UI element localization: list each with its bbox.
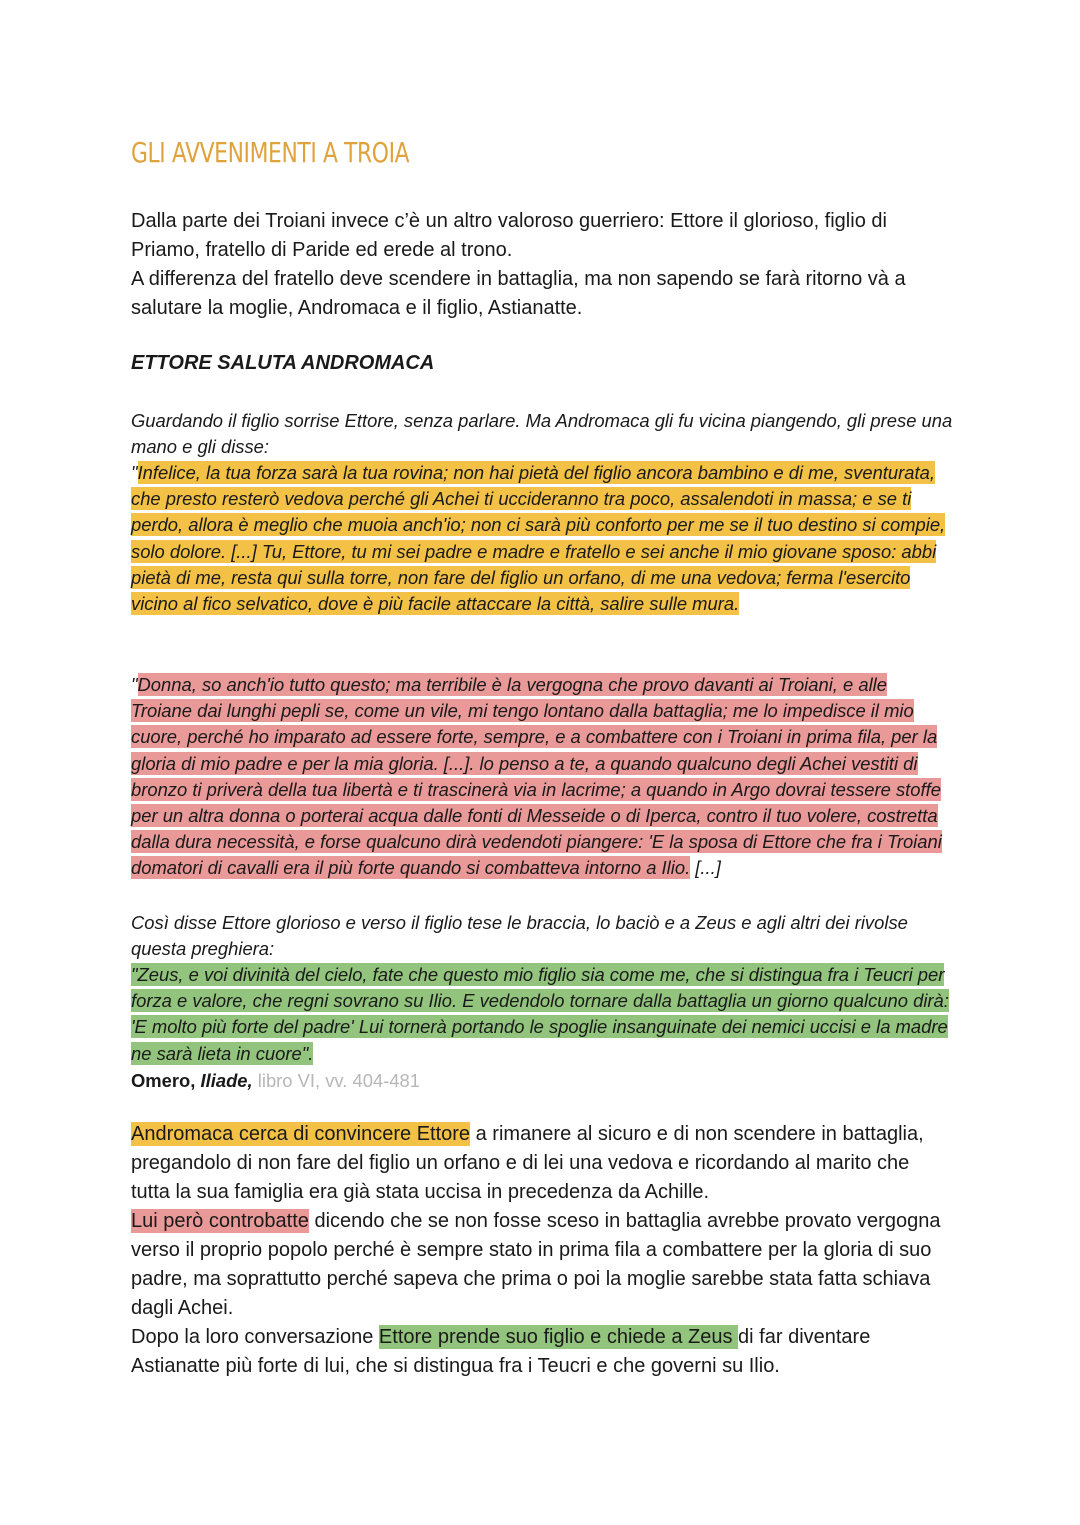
passage-narration: Così disse Ettore glorioso e verso il figlio tese le braccia, lo baciò e a Zeus e agli altri dei rivolse questa preghiera: (131, 912, 908, 960)
citation (131, 1068, 420, 1094)
summary-text-3: Dopo la loro conversazione (131, 1326, 379, 1348)
summary-text-2: dicendo che se non fosse sceso in battaglia avrebbe provato vergogna verso il proprio popolo perché è sempre stato in prima fila a combattere per la gloria di suo padre, ma soprattutto perché sapeva che prima o poi la moglie sarebbe stata fatta schiava dagli Achei. (131, 1210, 941, 1319)
intro-text-2: A differenza del fratello deve scendere in battaglia, ma non sapendo se farà ritorno và a salutare la moglie, Andromaca e il figlio, Astianatte. (131, 268, 906, 319)
ettore-open-quote: " (131, 674, 138, 695)
ettore-speech-highlight: Donna, so anch'io tutto questo; ma terribile è la vergogna che provo davanti ai Troiani, e alle Troiane dai lunghi pepli se, come un vile, mi tengo lontano dalla battaglia; me lo impedisce il mio cuore, perché ho imparato ad essere forte, sempre, e a combattere con i Troiani in prima fila, per la gloria di mio padre e per la mia gloria. [...]. lo penso a te, a quando qualcuno degli Achei vestiti di bronzo ti priverà della tua libertà e ti trascinerà via in lacrime; a quando in Argo dovrai tessere stoffe per un altra donna o porterai acqua dalle fonti di Messeide o di Iperca, contro il tuo volere, costretta dalla dura necessità, e forse qualcuno dirà vedendoti piangere: 'E la sposa di Ettore che fra i Troiani domatori di cavalli era il più forte quando si combatteva intorno a Ilio. (131, 674, 942, 879)
page-title: GLI AVVENIMENTI A TROIA (131, 136, 410, 169)
zeus-prayer-highlight: "Zeus, e voi divinità del cielo, fate che questo mio figlio sia come me, che si distingua fra i Teucri per forza e valore, che regni sovrano su Ilio. E vedendolo tornare dalla battaglia un giorno qualcuno dirà: 'E molto più forte del padre' Lui tornerà portando le spoglie insanguinate dei nemici uccisi e la madre ne sarà lieta in cuore". (131, 964, 949, 1064)
andromaca-open-quote: " (131, 462, 138, 483)
intro-text-1: Dalla parte dei Troiani invece c’è un altro valoroso guerriero: Ettore il glorioso, figlio di Priamo, fratello di Paride ed erede al trono. (131, 210, 887, 261)
citation-work: Iliade, (200, 1070, 253, 1091)
section-subtitle: ETTORE SALUTA ANDROMACA (131, 352, 435, 374)
zeus-prayer-paragraph (131, 962, 953, 1067)
andromaca-speech-highlight: Infelice, la tua forza sarà la tua rovina; non hai pietà del figlio ancora bambino e di me, sventurata, che presto resterò vedova perché gli Achei ti uccideranno tra poco, assalendoti in massa; e se ti perdo, allora è meglio che muoia anch'io; non ci sarà più conforto per me se il tuo destino si compie, solo dolore. [...] Tu, Ettore, tu mi sei padre e madre e fratello e sei anche il mio giovane sposo: abbi pietà di me, resta qui sulla torre, non fare del figlio un orfano, di me una vedova; ferma l'esercito vicino al fico selvatico, dove è più facile attaccare la città, salire sulle mura. (131, 462, 946, 615)
andromaca-speech-paragraph (131, 460, 953, 617)
passage-setup: Guardando il figlio sorrise Ettore, senza parlare. Ma Andromaca gli fu vicina piangendo, gli prese una mano e gli disse: (131, 410, 953, 458)
summary-paragraph (131, 1120, 953, 1381)
intro-paragraph (131, 207, 953, 323)
citation-reference: libro VI, vv. 404-481 (257, 1070, 420, 1091)
summary-highlight-ettore: Lui però controbatte (131, 1210, 309, 1232)
citation-author: Omero, (131, 1070, 196, 1091)
ettore-speech-paragraph (131, 672, 953, 882)
summary-text-4: di far diventare Astianatte più forte di lui, che si distingua fra i Teucri e che governi su Ilio. (131, 1326, 871, 1377)
summary-text-1: a rimanere al sicuro e di non scendere in battaglia, pregandolo di non fare del figlio un orfano e di lei una vedova e ricordando al marito che tutta la sua famiglia era già stata uccisa in precedenza da Achille. (131, 1123, 924, 1203)
summary-highlight-zeus: Ettore prende suo figlio e chiede a Zeus (378, 1326, 739, 1348)
ettore-speech-tail: [...] (690, 857, 721, 879)
summary-highlight-andromaca: Andromaca cerca di convincere Ettore (131, 1123, 471, 1145)
